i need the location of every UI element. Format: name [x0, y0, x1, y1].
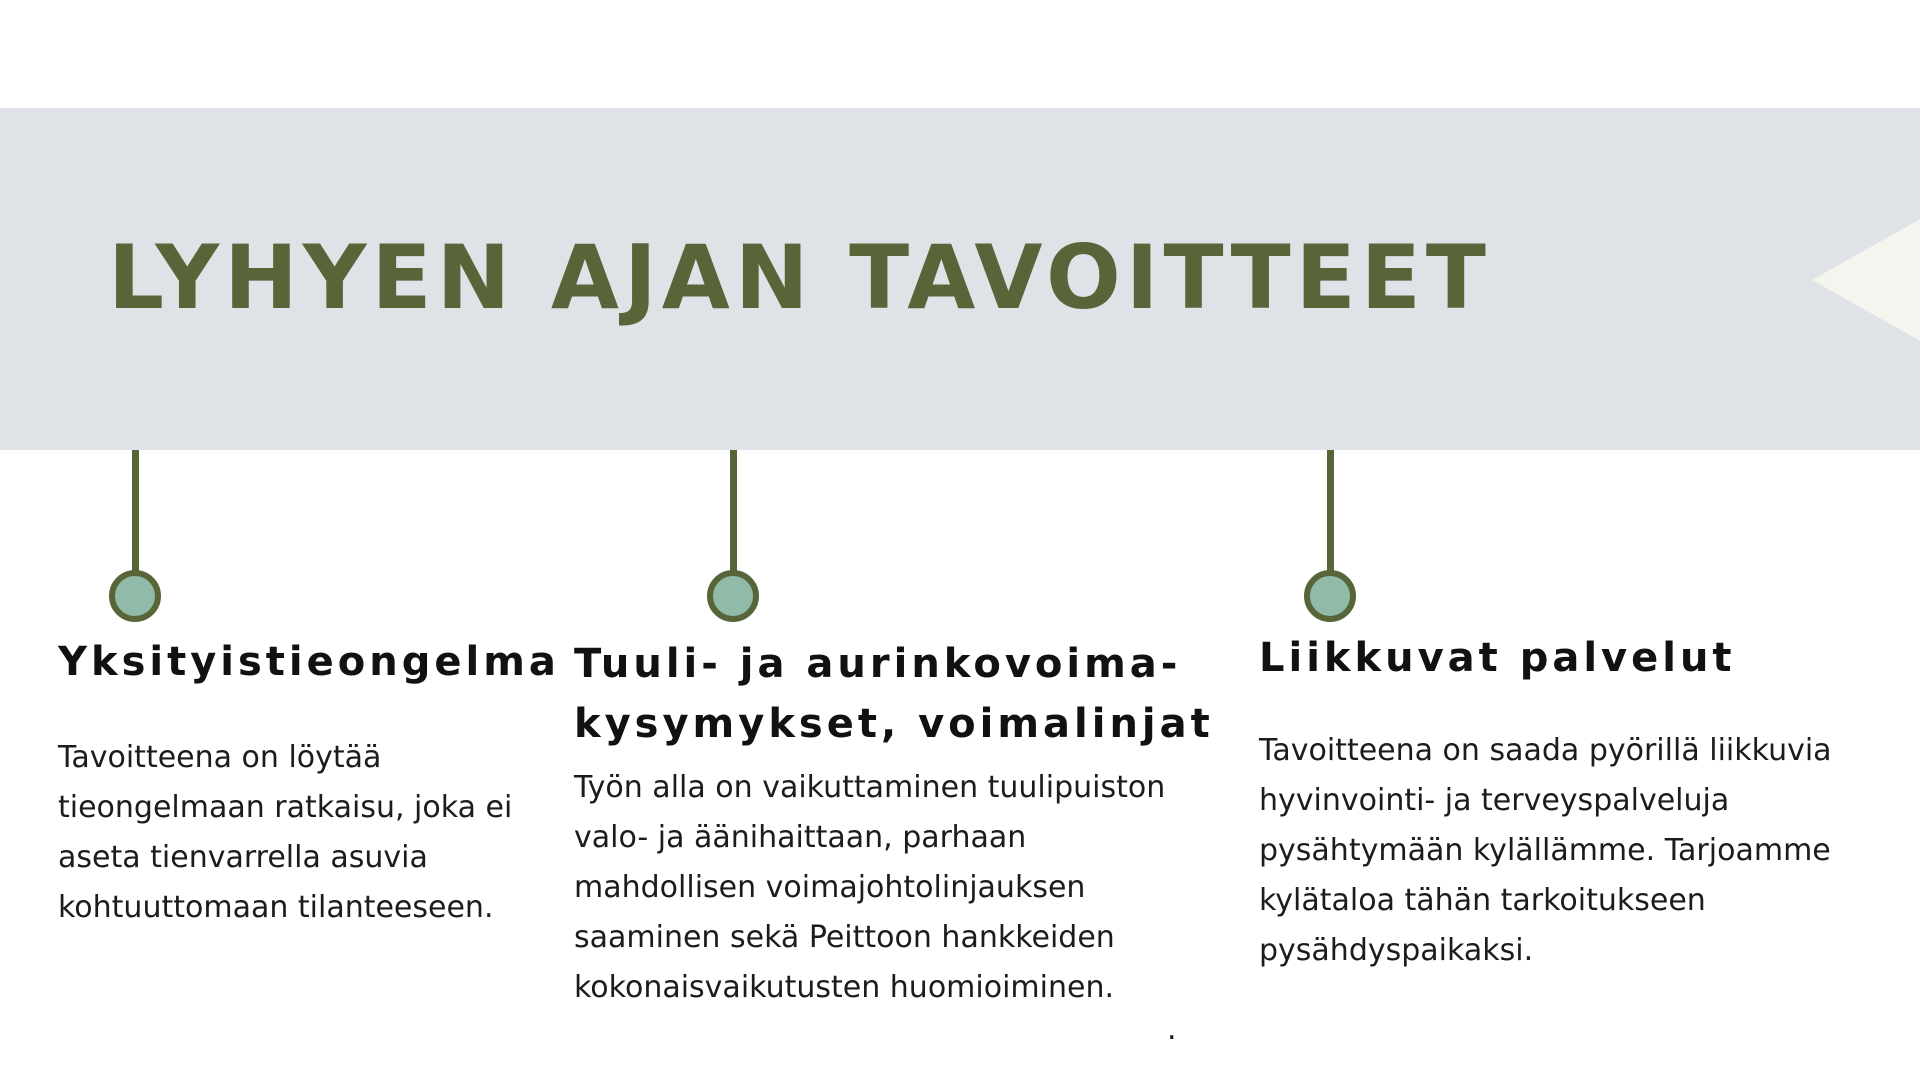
goal-text-road: Tavoitteena on löytää tieongelmaan ratkaisu, joka ei aseta tienvarrella asuvia kohtuuttomaan tilanteeseen. — [58, 740, 513, 925]
timeline-dot-2 — [707, 570, 759, 622]
goal-title-energy: Tuuli- ja aurinkovoima-kysymykset, voimalinjat — [574, 641, 1214, 747]
stray-period: . — [1167, 1012, 1177, 1047]
timeline-stem-2 — [730, 450, 737, 574]
goal-text-energy: Työn alla on vaikuttaminen tuulipuiston valo- ja äänihaittaan, parhaan mahdollisen voimajohtolinjauksen saaminen sekä Peittoon hankkeiden kokonaisvaikutusten huomioiminen. — [574, 770, 1166, 1005]
page-title: LYHYEN AJAN TAVOITTEET — [108, 226, 1491, 329]
timeline-stem-3 — [1327, 450, 1334, 574]
goal-title-road: Yksityistieongelma — [58, 639, 560, 685]
timeline-dot-3 — [1304, 570, 1356, 622]
timeline-stem-1 — [132, 450, 139, 574]
arrow-notch-shape — [1812, 218, 1920, 342]
goal-text-services: Tavoitteena on saada pyörillä liikkuvia hyvinvointi- ja terveyspalveluja pysähtymään kylällämme. Tarjoamme kylätaloa tähän tarkoitukseen pysähdyspaikaksi. — [1259, 733, 1832, 968]
timeline-dot-1 — [109, 570, 161, 622]
goal-title-services: Liikkuvat palvelut — [1259, 635, 1736, 681]
